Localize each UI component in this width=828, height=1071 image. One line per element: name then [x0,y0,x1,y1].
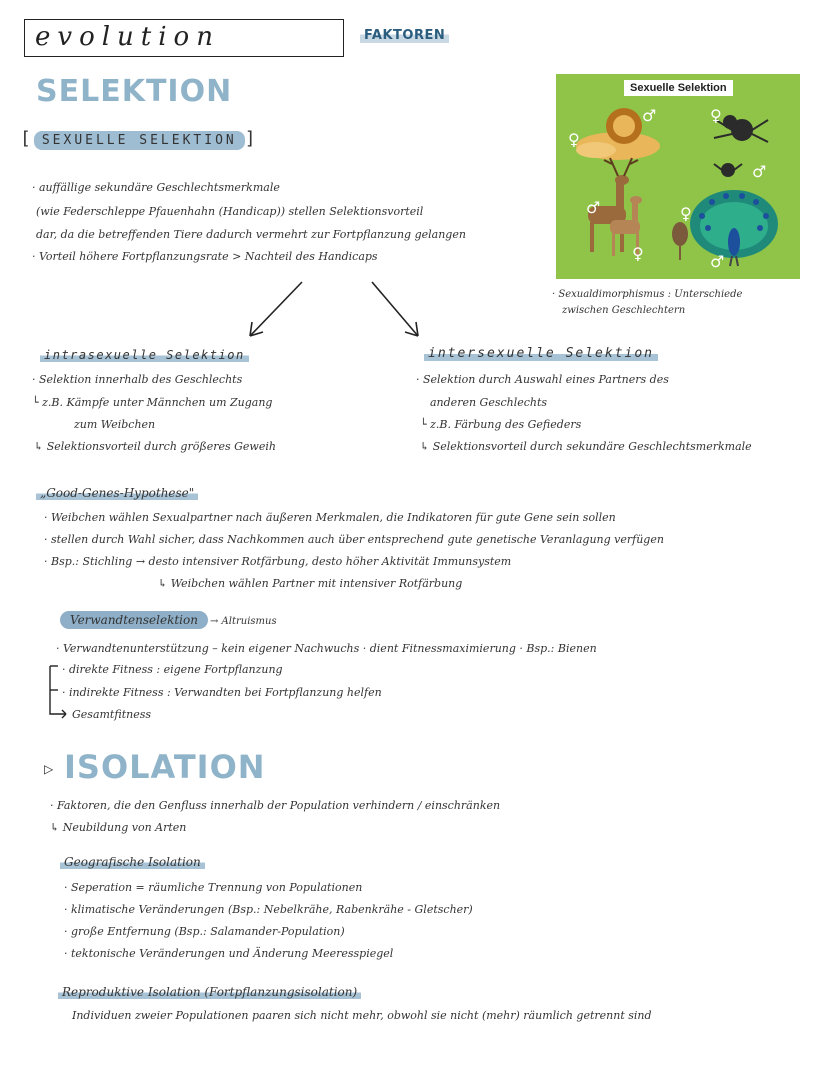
verwandten-line-1: · Verwandtenunterstützung – kein eigener Nachwuchs · dient Fitnessmaximierung · Bsp.: Bienen [56,642,597,655]
male-symbol-lion: ♂ [642,106,657,125]
good-genes-line-2: · stellen durch Wahl sicher, dass Nachkommen auch über entsprechend gute genetische Veranlagung verfügen [44,533,664,546]
geo-line-4: · tektonische Veränderungen und Änderung Meeresspiegel [64,947,394,960]
selektion-heading: SELEKTION [36,74,233,109]
male-symbol-spider: ♂ [752,162,767,181]
inter-line-2: anderen Geschlechts [430,396,548,409]
sexuell-bullet-1: · auffällige sekundäre Geschlechtsmerkmale [32,181,280,194]
branch-arrows [230,276,440,346]
good-genes-line-1: · Weibchen wählen Sexualpartner nach äußeren Merkmalen, die Indikatoren für gute Gene sein sollen [44,511,616,524]
female-symbol-peahen: ♀ [680,204,692,223]
geo-line-1: · Seperation = räumliche Trennung von Populationen [64,881,363,894]
verwandten-line-4: Gesamtfitness [72,708,151,721]
faktoren-tag: FAKTOREN [360,28,449,43]
sexuelle-selektion-illustration [556,74,800,279]
intra-line-1: · Selektion innerhalb des Geschlechts [32,373,243,386]
good-genes-line-4: ↳ Weibchen wählen Partner mit intensiver Rotfärbung [158,577,463,590]
title-script: evolution [35,22,220,52]
dimorph-note-2: zwischen Geschlechtern [562,305,686,316]
good-genes-heading: „Good-Genes-Hypothese" [36,487,198,499]
repro-line: Individuen zweier Populationen paaren sich nicht mehr, obwohl sie nicht (mehr) räumlich getrennt sind [72,1009,652,1022]
geo-heading: Geografische Isolation [60,856,205,868]
title-box [24,19,344,57]
geo-line-3: · große Entfernung (Bsp.: Salamander-Population) [64,925,345,938]
isolation-heading: ISOLATION [64,748,266,786]
inter-heading: intersexuelle Selektion [424,346,658,361]
sexuell-bullet-3: dar, da die betreffenden Tiere dadurch vermehrt zur Fortpflanzung gelangen [36,228,466,241]
isolation-marker: ▷ [44,762,54,776]
verwandten-line-2: · direkte Fitness : eigene Fortpflanzung [62,663,283,676]
intra-line-4: ↳ Selektionsvorteil durch größeres Geweih [34,440,276,453]
inter-line-3: └ z.B. Färbung des Gefieders [420,418,582,431]
male-symbol-peacock: ♂ [710,252,725,271]
inter-line-4: ↳ Selektionsvorteil durch sekundäre Geschlechtsmerkmale [420,440,752,453]
illustration-label: Sexuelle Selektion [624,80,733,96]
intra-line-3: zum Weibchen [74,418,156,431]
isolation-intro-2: ↳ Neubildung von Arten [50,821,187,834]
intra-heading: intrasexuelle Selektion [40,348,249,362]
good-genes-line-3: · Bsp.: Stichling → desto intensiver Rotfärbung, desto höher Aktivität Immunsystem [44,555,512,568]
altruismus-note: → Altruismus [210,616,277,627]
intra-line-2: └ z.B. Kämpfe unter Männchen um Zugang [32,396,273,409]
dimorph-note-1: · Sexualdimorphismus : Unterschiede [552,289,743,300]
isolation-intro-1: · Faktoren, die den Genfluss innerhalb der Population verhindern / einschränken [50,799,501,812]
geo-line-2: · klimatische Veränderungen (Bsp.: Nebelkrähe, Rabenkrähe - Gletscher) [64,903,473,916]
sexuell-bullet-4: · Vorteil höhere Fortpflanzungsrate > Nachteil des Handicaps [32,250,378,263]
male-symbol-deer: ♂ [586,198,601,217]
female-symbol-spider: ♀ [710,106,722,125]
sexuell-bullet-2: (wie Federschleppe Pfauenhahn (Handicap)) stellen Selektionsvorteil [36,205,424,218]
female-symbol-deer: ♀ [632,244,644,263]
inter-line-1: · Selektion durch Auswahl eines Partners des [416,373,669,386]
verwandten-heading: Verwandtenselektion [60,614,208,626]
sexuelle-selektion-heading: [ SEXUELLE SELEKTION ] [20,128,259,149]
female-symbol-lion: ♀ [568,130,580,149]
verwandten-line-3: · indirekte Fitness : Verwandten bei Fortpflanzung helfen [62,686,382,699]
repro-heading: Reproduktive Isolation (Fortpflanzungsisolation) [58,986,361,998]
